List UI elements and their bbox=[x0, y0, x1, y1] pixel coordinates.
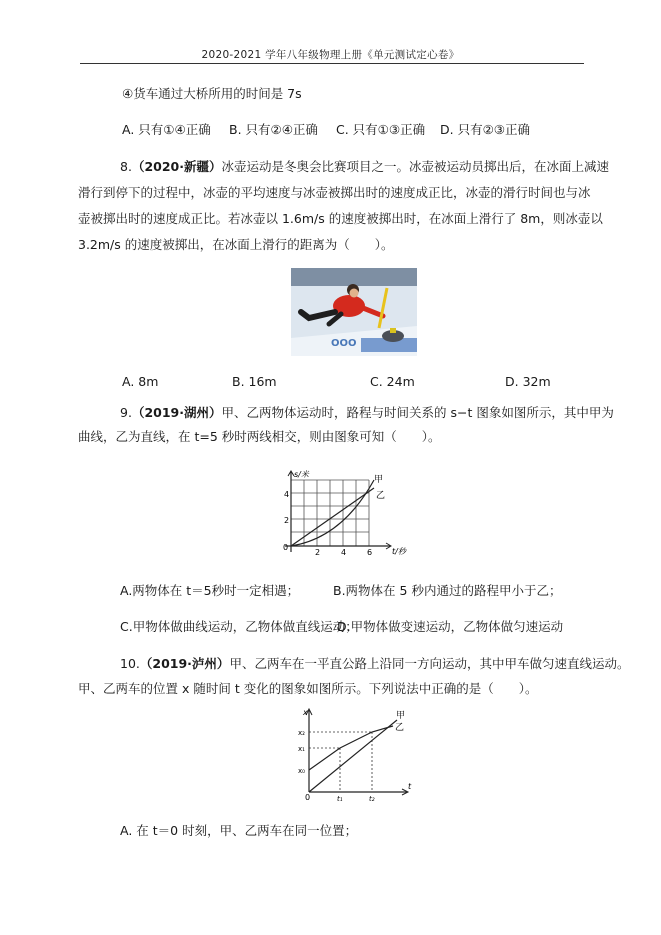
q8-option-d: D. 32m bbox=[505, 374, 551, 389]
q9-origin-label: 0 bbox=[283, 543, 289, 552]
q10-y-tick-x1: x₁ bbox=[298, 745, 305, 753]
page-header: 2020-2021 学年八年级物理上册《单元测试定心卷》 bbox=[201, 49, 460, 61]
q10-source: （2019·泸州） bbox=[139, 656, 230, 671]
q10-text-1: 甲、乙两车在一平直公路上沿同一方向运动，其中甲车做匀速直线运动。 bbox=[229, 656, 630, 671]
q10-origin-label: 0 bbox=[305, 793, 311, 802]
q8-source: （2020·新疆） bbox=[131, 159, 222, 174]
q9-option-b: B.两物体在 5 秒内通过的路程甲小于乙； bbox=[333, 583, 562, 598]
svg-text:OOO: OOO bbox=[331, 338, 357, 349]
q10-line-jia-label: 甲 bbox=[396, 711, 406, 721]
q10-line-2: 甲、乙两车的位置 x 随时间 t 变化的图象如图所示。下列说法中正确的是（ ）。 bbox=[78, 681, 538, 696]
q10-option-a: A. 在 t＝0 时刻，甲、乙两车在同一位置； bbox=[120, 823, 358, 838]
q8-number: 8. bbox=[120, 159, 132, 174]
q10-y-tick-x0: x₀ bbox=[298, 767, 305, 775]
q9-line-jia-label: 甲 bbox=[374, 475, 384, 485]
q8-option-c: C. 24m bbox=[370, 374, 415, 389]
q10-y-axis-label: x bbox=[303, 708, 308, 717]
q9-number: 9. bbox=[120, 405, 132, 420]
q9-option-c: C.甲物体做曲线运动，乙物体做直线运动； bbox=[120, 619, 358, 634]
q7-statement-4: ④货车通过大桥所用的时间是 7s bbox=[122, 86, 302, 101]
q10-xt-graph bbox=[289, 706, 417, 802]
q10-x-tick-t2: t₂ bbox=[369, 795, 375, 803]
q9-x-tick-6: 6 bbox=[367, 548, 373, 557]
q8-text-1: 冰壶运动是冬奥会比赛项目之一。冰壶被运动员掷出后，在冰面上减速 bbox=[221, 159, 609, 174]
q8-line-3: 壶被掷出时的速度成正比。若冰壶以 1.6m/s 的速度被掷出时，在冰面上滑行了 8m，则冰壶以 bbox=[78, 211, 603, 226]
q9-x-tick-4: 4 bbox=[341, 548, 347, 557]
q9-option-d: D.甲物体做变速运动，乙物体做匀速运动 bbox=[337, 619, 564, 634]
q9-y-axis-label: s/米 bbox=[294, 470, 309, 479]
header-rule bbox=[80, 63, 584, 64]
q9-x-tick-2: 2 bbox=[315, 548, 321, 557]
q9-source: （2019·湖州） bbox=[131, 405, 222, 420]
q8-option-a: A. 8m bbox=[122, 374, 159, 389]
q7-option-d: D. 只有②③正确 bbox=[440, 122, 530, 137]
q9-line-2: 曲线，乙为直线，在 t=5 秒时两线相交，则由图象可知（ ）。 bbox=[78, 429, 441, 444]
q10-y-tick-x2: x₂ bbox=[298, 729, 305, 737]
q9-y-tick-4: 4 bbox=[284, 490, 290, 499]
q8-line-2: 滑行到停下的过程中，冰壶的平均速度与冰壶被掷出时的速度成正比，冰壶的滑行时间也与冰 bbox=[78, 185, 591, 200]
q10-line-1 bbox=[120, 656, 629, 672]
q7-option-a: A. 只有①④正确 bbox=[122, 122, 211, 137]
q10-x-axis-label: t bbox=[408, 782, 412, 791]
q7-option-b: B. 只有②④正确 bbox=[229, 122, 318, 137]
q9-line-1 bbox=[120, 405, 614, 421]
q9-x-axis-label: t/秒 bbox=[392, 547, 406, 556]
q10-number: 10. bbox=[120, 656, 140, 671]
q9-text-1: 甲、乙两物体运动时，路程与时间关系的 s−t 图象如图所示，其中甲为 bbox=[221, 405, 614, 420]
q7-option-c: C. 只有①③正确 bbox=[336, 122, 426, 137]
q9-option-a: A.两物体在 t＝5秒时一定相遇； bbox=[120, 583, 300, 598]
q10-line-yi-label: 乙 bbox=[395, 723, 405, 733]
q8-line-4: 3.2m/s 的速度被掷出，在冰面上滑行的距离为（ ）。 bbox=[78, 237, 394, 252]
q9-st-graph bbox=[282, 468, 406, 560]
q8-line-1 bbox=[120, 159, 609, 175]
curling-photo bbox=[291, 268, 417, 356]
q10-x-tick-t1: t₁ bbox=[337, 795, 343, 803]
q8-option-b: B. 16m bbox=[232, 374, 277, 389]
q9-y-tick-2: 2 bbox=[284, 516, 290, 525]
q9-line-yi-label: 乙 bbox=[376, 491, 386, 501]
